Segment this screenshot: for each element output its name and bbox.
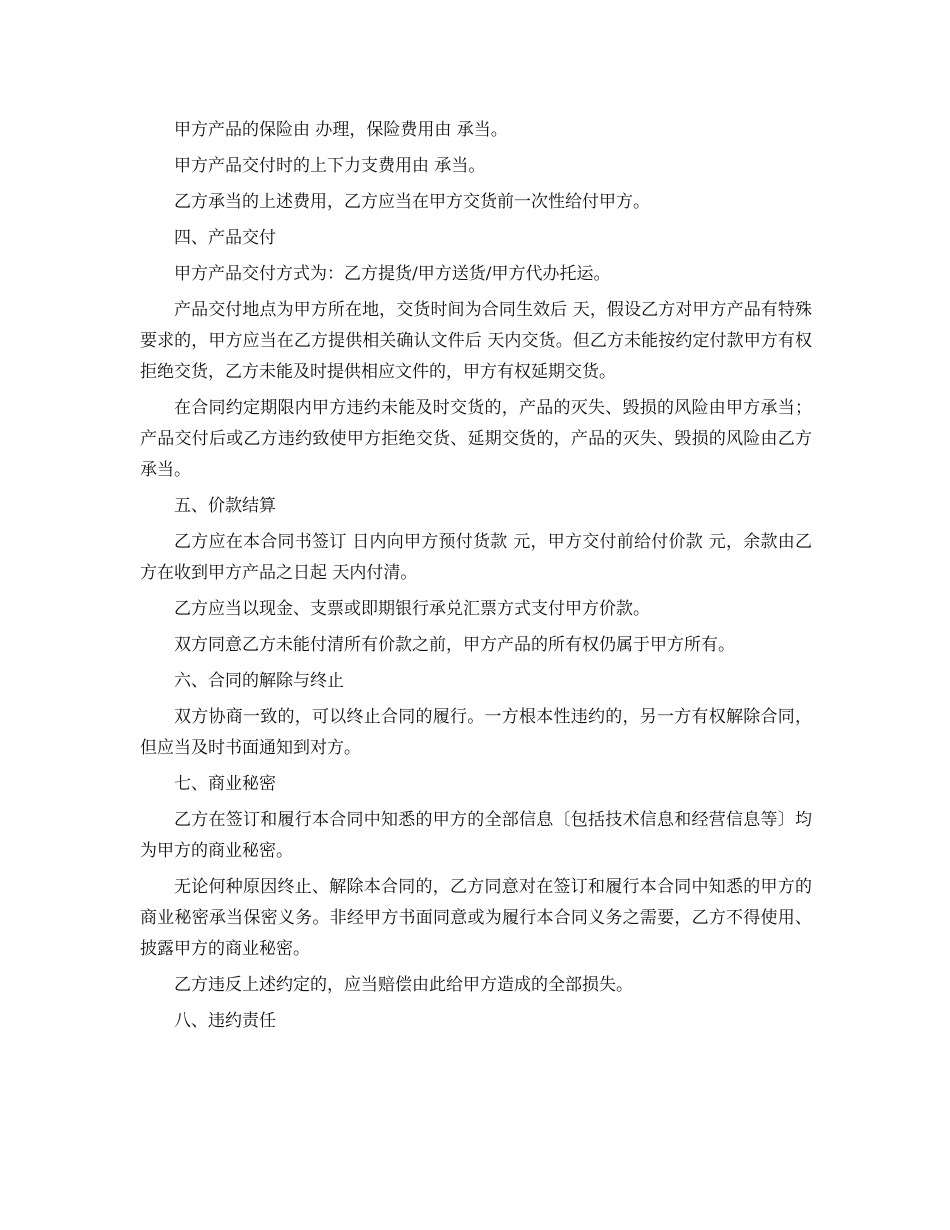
paragraph-prepayment: 乙方应在本合同书签订 日内向甲方预付货款 元，甲方交付前给付价款 元，余款由乙方在收到甲方产品之日起 天内付清。	[140, 532, 812, 583]
paragraph-handling-fees: 甲方产品交付时的上下力支费用由 承当。	[174, 156, 486, 176]
paragraph-payment-method: 乙方应当以现金、支票或即期银行承兑汇票方式支付甲方价款。	[174, 599, 650, 619]
paragraph-insurance: 甲方产品的保险由 办理，保险费用由 承当。	[174, 120, 508, 140]
section-heading-liability: 八、违约责任	[174, 1011, 276, 1031]
paragraph-termination: 双方协商一致的，可以终止合同的履行。一方根本性违约的，另一方有权解除合同，但应当及时书面通知到对方。	[140, 707, 812, 758]
paragraph-ownership: 双方同意乙方未能付清所有价款之前，甲方产品的所有权仍属于甲方所有。	[174, 635, 735, 655]
paragraph-secret-scope: 乙方在签订和履行本合同中知悉的甲方的全部信息〔包括技术信息和经营信息等〕均为甲方的商业秘密。	[140, 810, 812, 861]
paragraph-delivery-risk: 在合同约定期限内甲方违约未能及时交货的，产品的灭失、毁损的风险由甲方承当；产品交付后或乙方违约致使甲方拒绝交货、延期交货的，产品的灭失、毁损的风险由乙方承当。	[140, 398, 812, 480]
section-heading-delivery: 四、产品交付	[174, 228, 276, 248]
paragraph-fee-payment: 乙方承当的上述费用，乙方应当在甲方交货前一次性给付甲方。	[174, 192, 650, 212]
paragraph-delivery-method: 甲方产品交付方式为：乙方提货/甲方送货/甲方代办托运。	[174, 264, 611, 284]
section-heading-termination: 六、合同的解除与终止	[174, 671, 344, 691]
section-heading-trade-secrets: 七、商业秘密	[174, 774, 276, 794]
section-heading-settlement: 五、价款结算	[174, 496, 276, 516]
paragraph-compensation: 乙方违反上述约定的，应当赔偿由此给甲方造成的全部损失。	[174, 975, 633, 995]
document-body	[140, 115, 812, 1042]
paragraph-confidentiality: 无论何种原因终止、解除本合同的，乙方同意对在签订和履行本合同中知悉的甲方的商业秘密承当保密义务。非经甲方书面同意或为履行本合同义务之需要，乙方不得使用、披露甲方的商业秘密。	[140, 877, 812, 959]
paragraph-delivery-location: 产品交付地点为甲方所在地，交货时间为合同生效后 天，假设乙方对甲方产品有特殊要求的，甲方应当在乙方提供相关确认文件后 天内交货。但乙方未能按约定付款甲方有权拒绝交货，乙方未能及时提供相应文件的，甲方有权延期交货。	[140, 300, 812, 382]
